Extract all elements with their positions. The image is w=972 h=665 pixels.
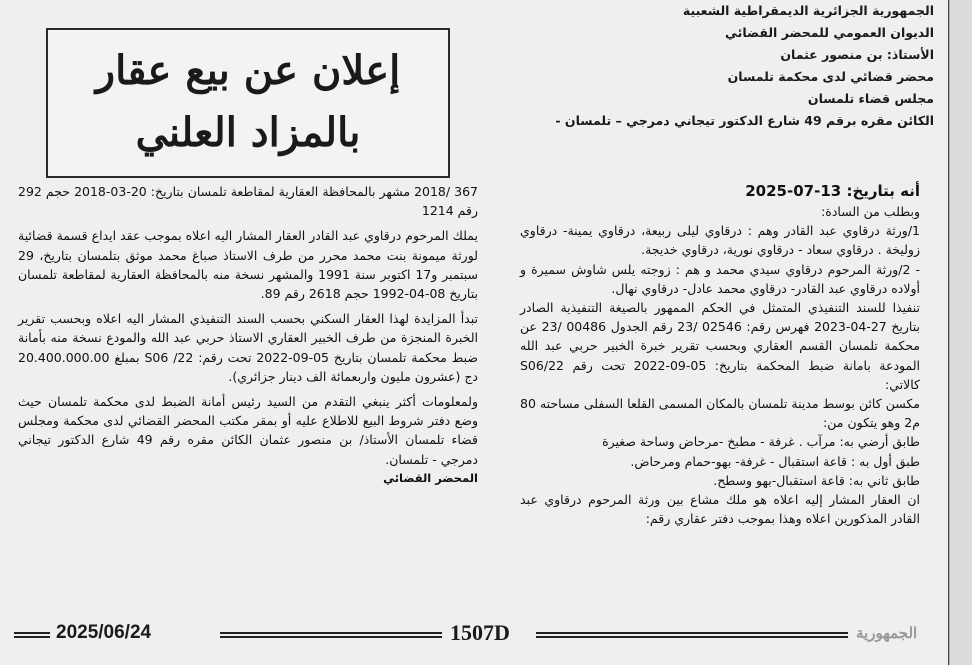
paragraph: وبطلب من السادة:: [821, 204, 920, 219]
paragraph: طابق أرضي به: مرآب . غرفة - مطبخ -مرحاض وساحة صغيرة: [602, 434, 920, 450]
footer-rule: [536, 632, 848, 638]
right-column: [520, 180, 920, 528]
header-bailiff-name: الأستاذ: بن منصور عثمان: [780, 47, 934, 62]
auction-date-heading: أنه بتاريخ: 13-07-2025: [745, 182, 920, 200]
paragraph: - 2/ورثة المرحوم درقاوي سيدي محمد و هم : زوجته يلس شاوش سميرة و أولاده درقاوي عبد القادر- درقاوي محمد عادل- درقاوي نهال.: [520, 261, 920, 296]
bailiff-header: [494, 0, 934, 132]
header-republic: الجمهورية الجزائرية الديمقراطية الشعبية: [682, 3, 934, 18]
newspaper-logo: الجمهورية: [856, 624, 918, 642]
header-office: الديوان العمومي للمحضر القضائي: [725, 25, 934, 40]
title-line-1: إعلان عن بيع عقار: [95, 47, 401, 94]
footer-rule: [220, 632, 442, 638]
footer-ad-code: 1507D: [450, 620, 510, 645]
page-footer: [14, 618, 944, 652]
paragraph: تنفيذا للسند التنفيذي المتمثل في الحكم الممهور بالصيغة التنفيذية الصادر بتاريخ 27-04-2023 فهرس رقم: 02546 /23 رقم الجدول 00486 /23 عن محكمة تلمسان القسم العقاري وبحسب تقرير خبرة الخبير حربي عبد الله المودعة بامانة ضبط المحكمة بتاريخ: 05-09-2022 تحت رقم 22/S06 كالاتي:: [520, 300, 920, 392]
left-column: [18, 182, 478, 488]
page-gutter: [949, 0, 972, 665]
paragraph: طابق ثاني به: قاعة استقبال-بهو وسطح.: [713, 472, 920, 488]
paragraph: مكسن كائن بوسط مدينة تلمسان بالمكان المسمى القلعا السفلى مساحته 80 م2 وهو يتكون من:: [520, 396, 920, 431]
header-court: محضر قضائي لدى محكمة تلمسان: [727, 69, 934, 84]
header-council: مجلس قضاء تلمسان: [807, 91, 934, 106]
footer-date: 2025/06/24: [56, 622, 152, 643]
paragraph: 1/ورثة درقاوي عبد القادر وهم : درقاوي ليلى ربيعة، درقاوي يمينة- درقاوي زوليخة . درقاوي سعاد - درقاوي نورية، درقاوي خديجة.: [520, 223, 920, 258]
paragraph: 367 /2018 مشهر بالمحافظة العقارية لمقاطعة تلمسان بتاريخ: 20-03-2018 حجم 292 رقم 1214: [18, 184, 479, 219]
paragraph: ولمعلومات أكثر ينبغي التقدم من السيد رئيس أمانة الضبط لدى محكمة تلمسان حيث وضع دفتر شروط البيع للاطلاع عليه أو بمقر مكتب المحضر القضائي لدى محكمة ومجلس قضاء تلمسان الأستاذ/ بن منصور عثمان الكائن مقره رقم 49 شارع الدكتور تيجاني دمرجي - تلمسان.: [18, 394, 478, 467]
title-line-2: بالمزاد العلني: [135, 109, 361, 156]
header-address: الكائن مقره برقم 49 شارع الدكتور تيجاني دمرجي – تلمسان -: [555, 113, 934, 128]
footer-rule: [14, 632, 50, 638]
paragraph: طبق أول به : قاعة استقبال - غرفة- بهو-حمام ومرحاض.: [630, 453, 920, 469]
announcement-title-box: [46, 28, 450, 178]
paragraph: يملك المرحوم درقاوي عبد القادر العقار المشار اليه اعلاه بموجب عقد ايداع قسمة قضائية لورثة ميمونة بنت محمد محرر من طرف الاستاذ صباغ محمد موثق بتلمسان بتاريخ، 29 سبتمبر و17 اكتوبر سنة 1991 والمشهر نسخة منه بالمحافظة العقارية لمقاطعة تلمسان بتاريخ 08-04-1992 حجم 2618 رقم 89.: [18, 228, 478, 302]
paragraph: تبدأ المزايدة لهذا العقار السكني بحسب السند التنفيذي المشار اليه اعلاه وبحسب تقرير الخبرة المنجزة من طرف الخبير العقاري الاستاذ حربي عبد الله والمودع نسخة منه بأمانة ضبط محكمة تلمسان بتاريخ 05-09-2022 تحت رقم: S06 /22 بمبلغ 20.400.000.00 دج (عشرون مليون واربعمائة الف دينار جزائري).: [18, 311, 478, 384]
paragraph: ان العقار المشار إليه اعلاه هو ملك مشاع بين ورثة المرحوم درقاوي عبد القادر المذكورين اعلاه وهذا بموجب دفتر عقاري رقم:: [520, 492, 920, 527]
signature: المحضر القضائي: [383, 470, 478, 485]
